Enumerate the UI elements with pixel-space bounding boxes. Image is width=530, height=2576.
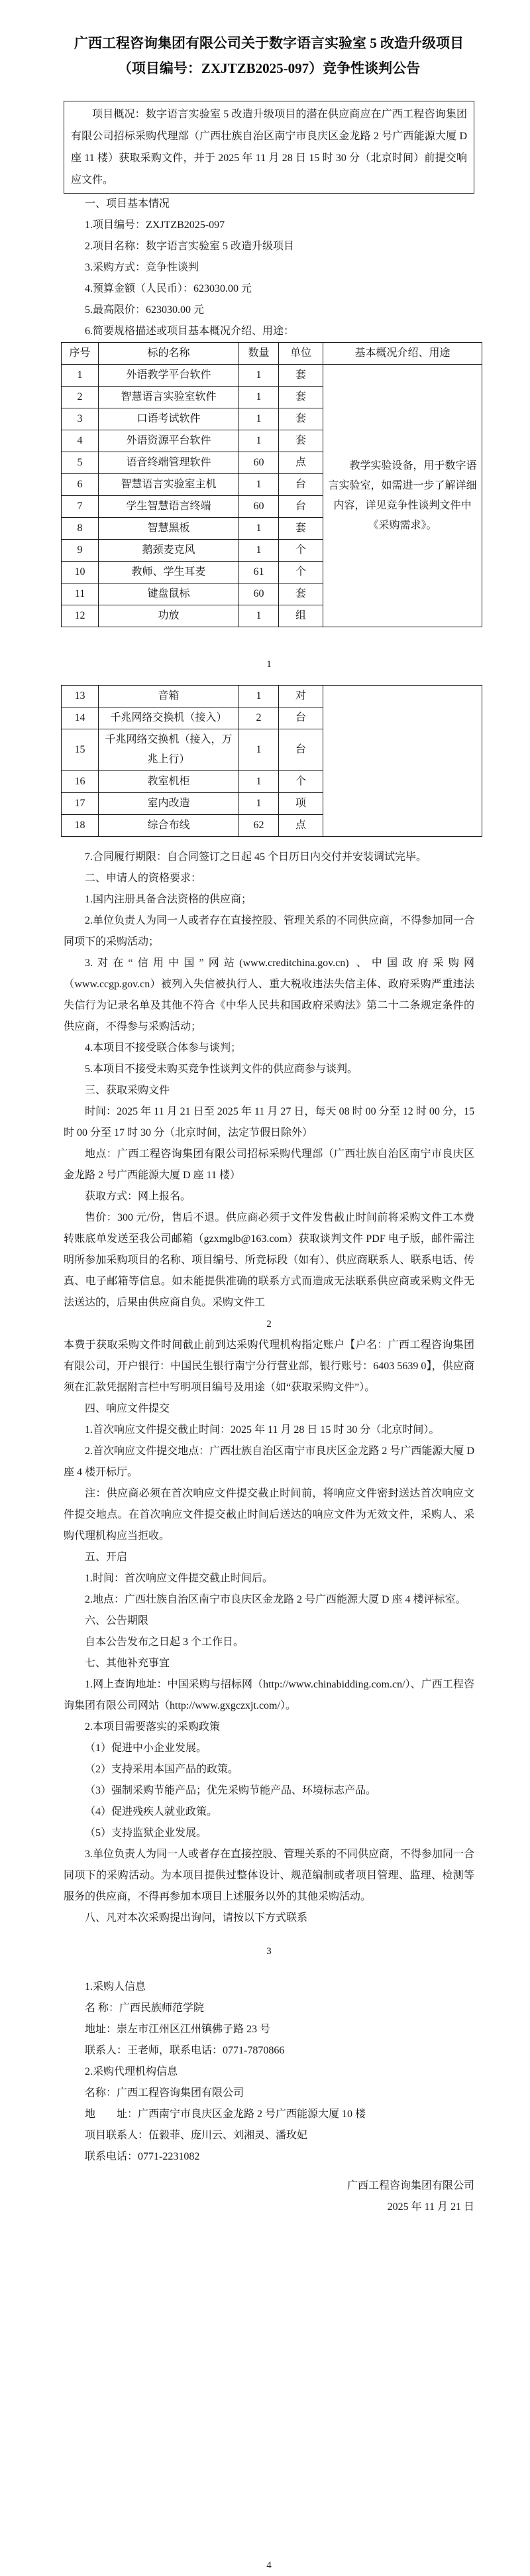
cell-unit: 套 [279,387,323,408]
contact-info-block [64,1977,474,2168]
cell-unit: 台 [279,729,323,771]
response-deadline: 1.首次响应文件提交截止时间：2025 年 11 月 28 日 15 时 30 分（北京时间）。 [85,1424,440,1436]
cell-unit: 套 [279,408,323,430]
section-4-heading: 四、响应文件提交 [85,1403,170,1414]
cell-quantity: 1 [239,729,279,771]
cell-index: 11 [62,583,99,605]
cell-index: 4 [62,430,99,452]
page-number-4: 4 [266,2560,272,2571]
responsible-person-rule: 3.单位负责人为同一人或者存在直接控股、管理关系的不同供应商，不得参加同一合同项下的采购活动。为本项目提供过整体设计、规范编制或者项目管理、监理、检测等服务的供应商，不得再参加本项目上述服务以外的其他采购活动。 [64,1849,475,1902]
cell-item-name: 键盘鼠标 [99,583,239,605]
qualification-item: 5.本项目不接受未购买竞争性谈判文件的供应商参与谈判。 [85,1064,358,1075]
col-header-item-name: 标的名称 [99,343,239,365]
signature-company: 广西工程咨询集团有限公司 [346,2180,474,2191]
purchaser-address: 地址：崇左市江州区江州镇佛子路 23 号 [85,2024,271,2035]
cell-index: 6 [62,474,99,496]
cell-unit: 套 [279,518,323,540]
cell-item-name: 智慧语言实验室软件 [99,387,239,408]
cell-item-name: 语音终端管理软件 [99,452,239,474]
cell-index: 16 [62,771,99,793]
cell-index: 3 [62,408,99,430]
page-number-3: 3 [266,1946,272,1957]
announcement-period: 自本公告发布之日起 3 个工作日。 [85,1636,244,1648]
cell-unit: 套 [279,583,323,605]
cell-quantity: 1 [239,518,279,540]
cell-quantity: 1 [239,793,279,815]
cell-item-name: 学生智慧语言终端 [99,496,239,518]
cell-item-name: 教室机柜 [99,771,239,793]
col-header-index: 序号 [62,343,99,365]
cell-index: 12 [62,605,99,627]
cell-unit: 台 [279,496,323,518]
cell-item-name: 功放 [99,605,239,627]
section-3-heading: 三、获取采购文件 [85,1085,170,1096]
cell-index: 1 [62,365,99,387]
section-1-heading: 一、项目基本情况 [85,198,170,210]
response-note: 注：供应商必须在首次响应文件提交截止时间前，将响应文件密封送达首次响应文件提交地点。在首次响应文件提交截止时间后送达的响应文件为无效文件，采购人、采购代理机构应当拒收。 [64,1488,474,1542]
document-price: 售价：300 元/份，售后不退。供应商必须于文件发售截止时间前将采购文件工本费转账底单发送至我公司邮箱（gzxmglb@163.com）获取谈判文件 PDF 电子版，邮件需注明所参加采购项目的名称、项目编号、所竞标段（如有）、供应商联系人、联系电话、传真、电子邮箱等信息。如未能提供准确的联系方式而造成无法联系供应商或采购文件无法送达的，后果由供应商自负。采购文件工 [64,1212,474,1308]
cell-item-name: 教师、学生耳麦 [99,562,239,583]
doc-title-line2: （项目编号：ZXJTZB2025-097）竞争性谈判公告 [117,60,421,76]
qualification-item: 2.单位负责人为同一人或者存在直接控股、管理关系的不同供应商，不得参加同一合同项下的采购活动； [64,915,475,948]
document-method: 获取方式：网上报名。 [85,1191,191,1202]
doc-title-line1: 广西工程咨询集团有限公司关于数字语言实验室 5 改造升级项目 [74,35,464,51]
cell-item-name: 外语资源平台软件 [99,430,239,452]
max-price-limit: 5.最高限价：623030.00 元 [85,304,205,316]
policy-item: （3）强制采购节能产品；优先采购节能产品、环境标志产品。 [85,1785,377,1796]
cell-unit: 对 [279,686,323,707]
cell-unit: 台 [279,474,323,496]
section-6-heading: 六、公告期限 [85,1615,149,1626]
doc-body [64,194,477,2576]
col-header-unit: 单位 [279,343,323,365]
policy-item: （5）支持监狱企业发展。 [85,1827,207,1839]
cell-item-name: 室内改造 [99,793,239,815]
cell-index: 13 [62,686,99,707]
agency-contacts: 项目联系人：伍毅菲、庞川云、刘湘灵、潘玫妃 [85,2130,308,2141]
usage-note-cell-continued [323,686,482,837]
cell-index: 5 [62,452,99,474]
cell-quantity: 62 [239,815,279,837]
goods-table-page2 [61,685,482,837]
policy-item: （1）促进中小企业发展。 [85,1743,207,1754]
qualification-item: 4.本项目不接受联合体参与谈判； [85,1042,242,1054]
cell-quantity: 61 [239,562,279,583]
section-8-heading: 八、凡对本次采购提出询问，请按以下方式联系 [85,1912,308,1924]
opening-time: 1.时间：首次响应文件提交截止时间后。 [85,1573,274,1584]
cell-quantity: 1 [239,540,279,562]
page-number-2: 2 [266,1319,272,1329]
usage-note-cell [323,365,482,627]
cell-item-name: 鹅颈麦克风 [99,540,239,562]
cell-quantity: 60 [239,583,279,605]
cell-item-name: 智慧黑板 [99,518,239,540]
cell-unit: 套 [279,430,323,452]
procurement-method: 3.采购方式：竞争性谈判 [85,262,199,273]
cell-unit: 项 [279,793,323,815]
cell-unit: 点 [279,452,323,474]
cell-item-name: 千兆网络交换机（接入） [99,707,239,729]
cell-index: 18 [62,815,99,837]
project-number: 1.项目编号：ZXJTZB2025-097 [85,219,225,231]
cell-index: 14 [62,707,99,729]
policy-item: （2）支持采用本国产品的政策。 [85,1764,239,1775]
agency-name: 名称：广西工程咨询集团有限公司 [85,2087,244,2099]
section-7-heading: 七、其他补充事宜 [85,1658,170,1669]
cell-unit: 个 [279,540,323,562]
signature-block [64,2176,474,2218]
section-5-heading: 五、开启 [85,1552,128,1563]
procurement-policy-label: 2.本项目需要落实的采购政策 [85,1721,221,1733]
usage-note-text: 教学实验设备，用于数字语言实验室，如需进一步了解详细内容，详见竞争性谈判文件中《采购需求》。 [328,460,477,531]
cell-index: 15 [62,729,99,771]
cell-quantity: 1 [239,365,279,387]
qualification-item: 1.国内注册具备合法资格的供应商； [85,894,252,905]
purchaser-info-label: 1.采购人信息 [85,1981,146,1993]
cell-item-name: 外语教学平台软件 [99,365,239,387]
document-location: 地点：广西工程咨询集团有限公司招标采购代理部（广西壮族自治区南宁市良庆区金龙路 2 号广西能源大厦 D 座 11 楼） [64,1148,474,1181]
project-overview-box [64,101,474,194]
project-overview-text: 项目概况：数字语言实验室 5 改造升级项目的潜在供应商应在广西工程咨询集团有限公司招标采购代理部（广西壮族自治区南宁市良庆区金龙路 2 号广西能源大厦 D 座 11 楼）获取采购文件，并于 2025 年 11 月 28 日 15 时 30 分（北京时间）前提交响应文件。 [71,109,467,186]
table-row [62,365,482,387]
spec-description-label: 6.简要规格描述或项目基本概况介绍、用途： [85,326,295,337]
cell-quantity: 1 [239,771,279,793]
budget-amount: 4.预算金额（人民币）：623030.00 元 [85,283,252,294]
signature-date: 2025 年 11 月 21 日 [387,2201,474,2213]
cell-quantity: 60 [239,496,279,518]
cell-quantity: 1 [239,387,279,408]
purchaser-name: 名 称：广西民族师范学院 [85,2002,205,2014]
cell-unit: 套 [279,365,323,387]
cell-index: 2 [62,387,99,408]
col-header-overview: 基本概况介绍、用途 [323,343,482,365]
table-row [62,686,482,707]
cell-quantity: 1 [239,474,279,496]
document-time: 时间：2025 年 11 月 21 日至 2025 年 11 月 27 日，每天 08 时 00 分至 12 时 00 分，15 时 00 分至 17 时 30 分（北京时间，法定节假日除外） [64,1106,474,1138]
policy-item: （4）促进残疾人就业政策。 [85,1806,218,1817]
agency-info-label: 2.采购代理机构信息 [85,2066,178,2077]
cell-item-name: 口语考试软件 [99,408,239,430]
agency-phone: 联系电话：0771-2231082 [85,2151,200,2162]
agency-address: 地 址：广西南宁市良庆区金龙路 2 号广西能源大厦 10 楼 [85,2109,366,2120]
page-number-1: 1 [266,659,272,670]
cell-quantity: 1 [239,605,279,627]
table-header-row [62,343,482,365]
cell-index: 9 [62,540,99,562]
online-query-address: 1.网上查询地址：中国采购与招标网（http://www.chinabidding.com.cn/）、广西工程咨询集团有限公司网站（http://www.gxgczxjt.com/）。 [64,1679,474,1711]
cell-unit: 个 [279,771,323,793]
cell-index: 8 [62,518,99,540]
cell-index: 17 [62,793,99,815]
col-header-quantity: 数量 [239,343,279,365]
purchaser-contact: 联系人：王老师，联系电话：0771-7870866 [85,2045,285,2056]
cell-quantity: 1 [239,408,279,430]
cell-unit: 组 [279,605,323,627]
doc-title [64,31,474,81]
section-2-heading: 二、申请人的资格要求： [85,873,202,884]
contract-period: 7.合同履行期限：自合同签订之日起 45 个日历日内交付并安装调试完毕。 [85,851,427,863]
project-name: 2.项目名称：数字语言实验室 5 改造升级项目 [85,241,295,252]
cell-quantity: 1 [239,686,279,707]
response-location: 2.首次响应文件提交地点：广西壮族自治区南宁市良庆区金龙路 2 号广西能源大厦 D 座 4 楼开标厅。 [64,1445,474,1478]
opening-location: 2.地点：广西壮族自治区南宁市良庆区金龙路 2 号广西能源大厦 D 座 4 楼评标室。 [85,1594,466,1605]
qualification-item: 3.对在“信用中国”网站(www.creditchina.gov.cn) 、中国政府采购网（www.ccgp.gov.cn）被列入失信被执行人、重大税收违法失信主体、政府采购严重违法失信行为记录名单及其他不符合《中华人民共和国政府采购法》第二十二条规定条件的供应商，不得参与采购活动； [64,957,474,1032]
cell-unit: 台 [279,707,323,729]
cell-item-name: 综合布线 [99,815,239,837]
cell-unit: 个 [279,562,323,583]
cell-index: 10 [62,562,99,583]
cell-item-name: 智慧语言实验室主机 [99,474,239,496]
goods-table-page1 [61,342,482,627]
document-price-continued: 本费于获取采购文件时间截止前到达采购代理机构指定账户【户名：广西工程咨询集团有限公司，开户银行：中国民生银行南宁分行营业部，银行账号：6403 5639 0】，供应商须在汇款凭据附言栏中写明项目编号及用途（如“获取采购文件”）。 [64,1339,474,1393]
cell-quantity: 2 [239,707,279,729]
cell-unit: 点 [279,815,323,837]
cell-index: 7 [62,496,99,518]
cell-item-name: 千兆网络交换机（接入，万兆上行） [99,729,239,771]
cell-quantity: 1 [239,430,279,452]
cell-quantity: 60 [239,452,279,474]
cell-item-name: 音箱 [99,686,239,707]
